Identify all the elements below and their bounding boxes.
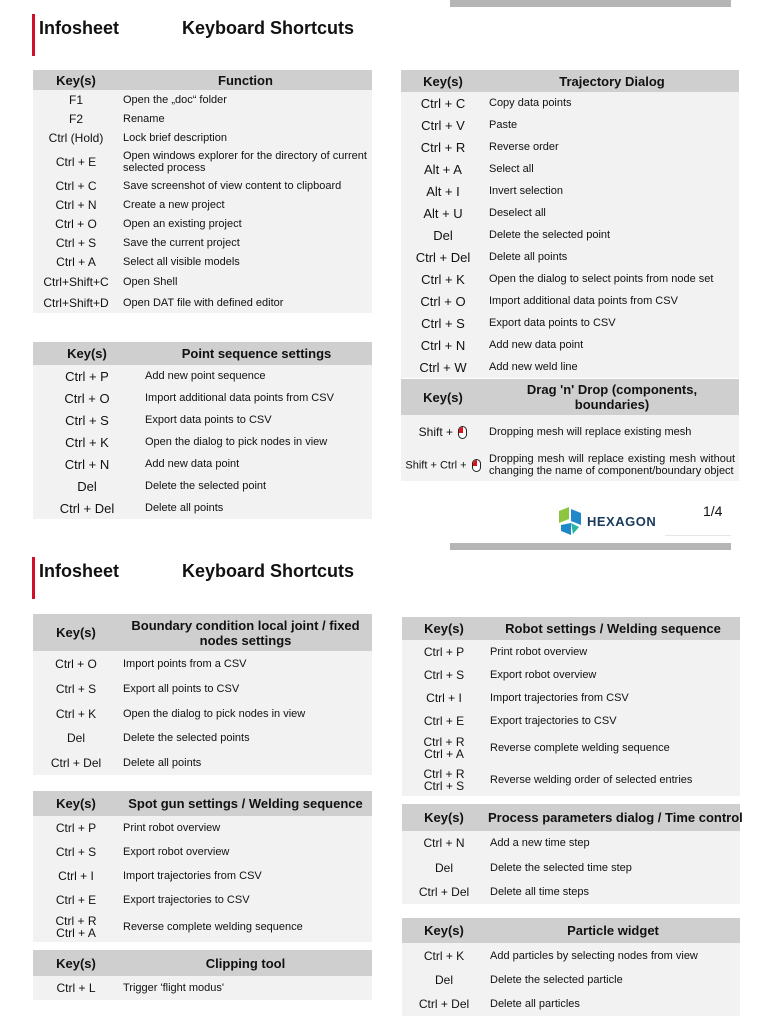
table-row	[401, 246, 739, 268]
table-row	[401, 136, 739, 158]
table-row	[401, 202, 739, 224]
table-header-function: Process parameters dialog / Time control	[486, 804, 740, 831]
divider	[665, 535, 731, 536]
shortcut-key: Ctrl + N	[420, 337, 466, 353]
table-row	[33, 109, 372, 128]
shortcut-key	[401, 415, 485, 449]
table-row	[402, 709, 740, 732]
shortcut-description: Open windows explorer for the directory of current selected process	[123, 149, 367, 174]
shortcut-key: Alt + A	[424, 161, 462, 177]
shortcut-key: Ctrl+Shift+C	[43, 275, 109, 289]
table-row	[33, 497, 372, 519]
table-row	[33, 864, 372, 888]
shortcut-description: Delete all time steps	[490, 886, 590, 898]
table-row	[33, 816, 372, 840]
table-header-function: Clipping tool	[119, 950, 372, 976]
shortcut-key: Ctrl + Del	[415, 249, 471, 265]
process-parameters-table	[402, 804, 743, 904]
page2-shortcuts-title: Keyboard Shortcuts	[182, 561, 355, 581]
table-header-keys: Key(s)	[33, 614, 119, 651]
table-row	[401, 114, 739, 136]
shortcut-key: Del	[434, 973, 453, 987]
hexagon-logo-icon	[557, 507, 583, 535]
shortcut-key: Ctrl + E	[55, 893, 97, 907]
shortcut-description: Dropping mesh will replace existing mesh without changing the name of component/boundary object	[489, 453, 735, 477]
table-header-keys: Key(s)	[33, 950, 119, 976]
shortcut-key: Ctrl + O	[55, 656, 97, 671]
shortcut-description: Create a new project	[123, 198, 225, 211]
shortcut-description: Import additional data points from CSV	[145, 392, 334, 404]
shortcut-description: Open the dialog to pick nodes in view	[145, 436, 328, 448]
logo-text: HEXAGON	[587, 513, 657, 529]
table-header-keys: Key(s)	[402, 804, 486, 831]
shortcut-description: Import trajectories from CSV	[123, 870, 262, 882]
shortcut-key: Ctrl + N	[64, 456, 110, 472]
table-row	[33, 912, 372, 942]
shortcut-key: Ctrl (Hold)	[48, 130, 104, 145]
shortcut-key: Ctrl + Del	[418, 885, 470, 899]
shortcut-description: Export all points to CSV	[123, 682, 240, 695]
table-row	[402, 764, 740, 796]
shortcut-key: Ctrl + R Ctrl + S	[423, 767, 465, 793]
shortcut-key-text: Shift + Ctrl +	[405, 458, 470, 471]
shortcut-description: Export trajectories to CSV	[490, 714, 617, 727]
shortcut-key: Ctrl + R Ctrl + A	[423, 735, 465, 761]
table-row	[33, 176, 372, 195]
table-row	[402, 992, 740, 1016]
shortcut-description: Delete the selected time step	[490, 861, 632, 874]
mouse-left-click-icon	[458, 426, 467, 439]
shortcut-key: Del	[433, 227, 453, 243]
shortcut-key: F2	[68, 111, 83, 126]
shortcut-description: Delete all points	[489, 251, 568, 263]
table-row	[401, 158, 739, 180]
shortcut-description: Reverse order	[489, 141, 559, 153]
shortcut-key: Ctrl + N	[423, 836, 465, 850]
table-row	[33, 976, 372, 1000]
table-row	[402, 732, 740, 764]
shortcut-key: Ctrl + C	[55, 178, 97, 193]
table-row	[33, 676, 372, 701]
shortcut-description: Reverse welding order of selected entries	[490, 774, 693, 786]
shortcut-description: Delete all particles	[490, 998, 580, 1010]
table-header-function: Function	[119, 70, 372, 90]
table-header-keys: Key(s)	[402, 617, 486, 640]
table-row	[402, 663, 740, 686]
page2-title-marker	[32, 557, 35, 599]
shortcut-description: Add a new time step	[490, 837, 590, 849]
general-shortcuts-table	[33, 70, 372, 313]
table-row	[401, 268, 739, 290]
shortcut-key: Ctrl + S	[65, 412, 109, 428]
shortcut-description: Open DAT file with defined editor	[123, 296, 284, 309]
table-row	[402, 968, 740, 992]
table-header-function: Particle widget	[486, 918, 740, 943]
shortcut-description: Export data points to CSV	[145, 414, 272, 426]
shortcut-key: Ctrl + S	[423, 667, 465, 682]
shortcut-key: Ctrl + A	[56, 255, 96, 269]
shortcut-key-text: Shift +	[418, 424, 457, 439]
table-row	[33, 292, 372, 313]
table-row	[33, 888, 372, 912]
shortcut-key: Ctrl + P	[55, 821, 97, 835]
shortcut-key: Ctrl + K	[55, 706, 97, 721]
shortcut-description: Add new data point	[489, 339, 584, 351]
shortcut-description: Rename	[123, 112, 165, 125]
table-header-keys: Key(s)	[33, 791, 119, 816]
shortcut-description: Import points from a CSV	[123, 657, 247, 670]
shortcut-key: Ctrl + Del	[418, 997, 470, 1011]
page1-shortcuts-title: Keyboard Shortcuts	[182, 18, 355, 38]
table-row	[33, 147, 372, 176]
shortcut-description: Dropping mesh will replace existing mesh	[489, 426, 692, 438]
page1-top-bar	[450, 0, 731, 7]
shortcut-key: Ctrl + S	[421, 315, 465, 331]
table-row	[401, 334, 739, 356]
shortcut-description: Deselect all	[489, 207, 546, 219]
table-row	[401, 415, 739, 449]
table-row	[33, 726, 372, 750]
shortcut-key: Ctrl + S	[55, 681, 97, 696]
table-row	[33, 252, 372, 272]
table-header-function: Spot gun settings / Welding sequence	[119, 791, 372, 816]
table-row	[33, 701, 372, 726]
table-row	[401, 290, 739, 312]
table-row	[402, 686, 740, 709]
table-row	[33, 651, 372, 676]
table-row	[33, 840, 372, 864]
shortcut-key: Del	[77, 478, 97, 494]
robot-settings-table	[402, 617, 740, 796]
table-row	[401, 92, 739, 114]
shortcut-description: Delete the selected points	[123, 732, 250, 744]
table-row	[401, 224, 739, 246]
shortcut-key: Alt + U	[423, 205, 463, 221]
page-number: 1/4	[703, 503, 723, 519]
table-header-keys: Key(s)	[401, 70, 485, 92]
shortcut-key: Ctrl + I	[58, 869, 94, 883]
shortcut-key: Ctrl + O	[55, 216, 97, 231]
page1-title-marker	[32, 14, 35, 56]
shortcut-key: Ctrl + R	[420, 139, 466, 155]
shortcut-key: Ctrl + V	[421, 117, 465, 133]
shortcut-description: Lock brief description	[123, 131, 227, 144]
table-row	[33, 90, 372, 109]
shortcut-description: Open the „doc“ folder	[123, 93, 227, 106]
table-row	[401, 312, 739, 334]
table-header-function: Trajectory Dialog	[485, 70, 739, 92]
shortcut-description: Delete the selected point	[145, 480, 267, 492]
table-row	[402, 880, 740, 904]
table-row	[33, 453, 372, 475]
shortcut-description: Open an existing project	[123, 217, 242, 230]
shortcut-key: Ctrl + S	[55, 235, 97, 250]
shortcut-key: Ctrl + S	[55, 845, 97, 859]
table-header-function: Drag 'n' Drop (components, boundaries)	[485, 379, 739, 415]
shortcut-description: Import additional data points from CSV	[489, 295, 678, 307]
table-header-function: Point sequence settings	[141, 342, 372, 365]
shortcut-key: Ctrl + P	[65, 368, 109, 384]
table-row	[33, 409, 372, 431]
spot-gun-table	[33, 791, 372, 942]
shortcut-description: Delete all points	[123, 756, 202, 769]
shortcut-description: Save the current project	[123, 236, 240, 249]
shortcut-key: Ctrl + O	[420, 293, 466, 309]
shortcut-description: Export robot overview	[490, 668, 597, 681]
table-header-function: Boundary condition local joint / fixed nodes settings	[119, 614, 372, 651]
table-row	[33, 750, 372, 775]
table-row	[33, 431, 372, 453]
shortcut-description: Export trajectories to CSV	[123, 894, 250, 906]
shortcut-key: Ctrl + N	[55, 197, 97, 212]
shortcut-key: Ctrl + R Ctrl + A	[55, 914, 97, 940]
table-row	[33, 365, 372, 387]
table-row	[33, 387, 372, 409]
shortcut-description: Print robot overview	[123, 822, 221, 834]
shortcut-key: Ctrl + W	[419, 359, 467, 375]
shortcut-key: Del	[434, 860, 453, 875]
table-row	[402, 640, 740, 663]
table-row	[33, 272, 372, 292]
shortcut-key	[401, 449, 485, 481]
shortcut-key: Ctrl+Shift+D	[43, 295, 109, 310]
shortcut-key: Alt + I	[426, 183, 460, 199]
table-header-keys: Key(s)	[33, 70, 119, 90]
shortcut-description: Delete the selected particle	[490, 974, 623, 986]
table-row	[402, 943, 740, 968]
shortcut-key: Ctrl + K	[65, 434, 109, 450]
shortcut-description: Open Shell	[123, 276, 178, 288]
shortcut-description: Select all visible models	[123, 256, 240, 268]
particle-widget-table	[402, 918, 740, 1016]
shortcut-description: Paste	[489, 119, 518, 131]
page1-infosheet-title: Infosheet	[39, 18, 120, 38]
shortcut-key: Ctrl + I	[426, 690, 462, 705]
shortcut-description: Select all	[489, 163, 534, 175]
shortcut-description: Trigger 'flight modus'	[123, 982, 224, 994]
boundary-condition-table	[33, 614, 372, 775]
shortcut-key: Ctrl + Del	[59, 500, 115, 516]
table-header-keys: Key(s)	[33, 342, 141, 365]
table-row	[33, 475, 372, 497]
shortcut-description: Copy data points	[489, 97, 572, 109]
shortcut-key: Ctrl + K	[423, 948, 465, 963]
shortcut-description: Add new weld line	[489, 361, 578, 373]
shortcut-key: Ctrl + P	[423, 644, 465, 659]
shortcut-description: Invert selection	[489, 185, 563, 197]
shortcut-description: Delete the selected point	[489, 229, 611, 241]
table-row	[401, 449, 739, 481]
shortcut-key: Ctrl + O	[64, 390, 110, 406]
point-sequence-table	[33, 342, 372, 519]
drag-drop-table	[401, 379, 739, 481]
shortcut-description: Add new point sequence	[145, 370, 266, 382]
hexagon-logo	[557, 507, 656, 535]
page2-top-bar	[450, 543, 731, 550]
table-row	[33, 233, 372, 252]
shortcut-key: Del	[66, 731, 85, 745]
shortcut-key: Ctrl + E	[423, 713, 465, 728]
clipping-tool-table	[33, 950, 372, 1000]
table-header-keys: Key(s)	[402, 918, 486, 943]
shortcut-description: Export robot overview	[123, 846, 230, 858]
mouse-left-click-icon	[472, 459, 481, 472]
shortcut-description: Export data points to CSV	[489, 317, 616, 329]
shortcut-description: Reverse complete welding sequence	[490, 742, 670, 754]
shortcut-description: Reverse complete welding sequence	[123, 921, 303, 933]
shortcut-description: Import trajectories from CSV	[490, 691, 629, 704]
shortcut-key: Ctrl + C	[420, 95, 466, 111]
shortcut-description: Open the dialog to select points from node set	[489, 273, 714, 285]
shortcut-description: Delete all points	[145, 502, 224, 514]
table-row	[401, 180, 739, 202]
page2-infosheet-title: Infosheet	[39, 561, 120, 581]
table-row	[33, 195, 372, 214]
table-row	[33, 214, 372, 233]
table-row	[402, 855, 740, 880]
shortcut-key: Ctrl + K	[421, 271, 465, 287]
shortcut-description: Open the dialog to pick nodes in view	[123, 707, 306, 720]
shortcut-key: Ctrl + L	[56, 981, 96, 995]
table-row	[33, 128, 372, 147]
table-header-function: Robot settings / Welding sequence	[486, 617, 740, 640]
table-header-keys: Key(s)	[401, 379, 485, 415]
shortcut-description: Save screenshot of view content to clipboard	[123, 179, 342, 192]
shortcut-description: Print robot overview	[490, 645, 588, 658]
table-row	[401, 356, 739, 378]
shortcut-key: Ctrl + E	[55, 154, 97, 169]
shortcut-key: F1	[68, 92, 83, 107]
trajectory-dialog-table	[401, 70, 739, 378]
shortcut-key: Ctrl + Del	[50, 755, 102, 770]
shortcut-description: Add new data point	[145, 458, 240, 470]
table-row	[402, 831, 740, 855]
shortcut-description: Add particles by selecting nodes from view	[490, 949, 698, 962]
